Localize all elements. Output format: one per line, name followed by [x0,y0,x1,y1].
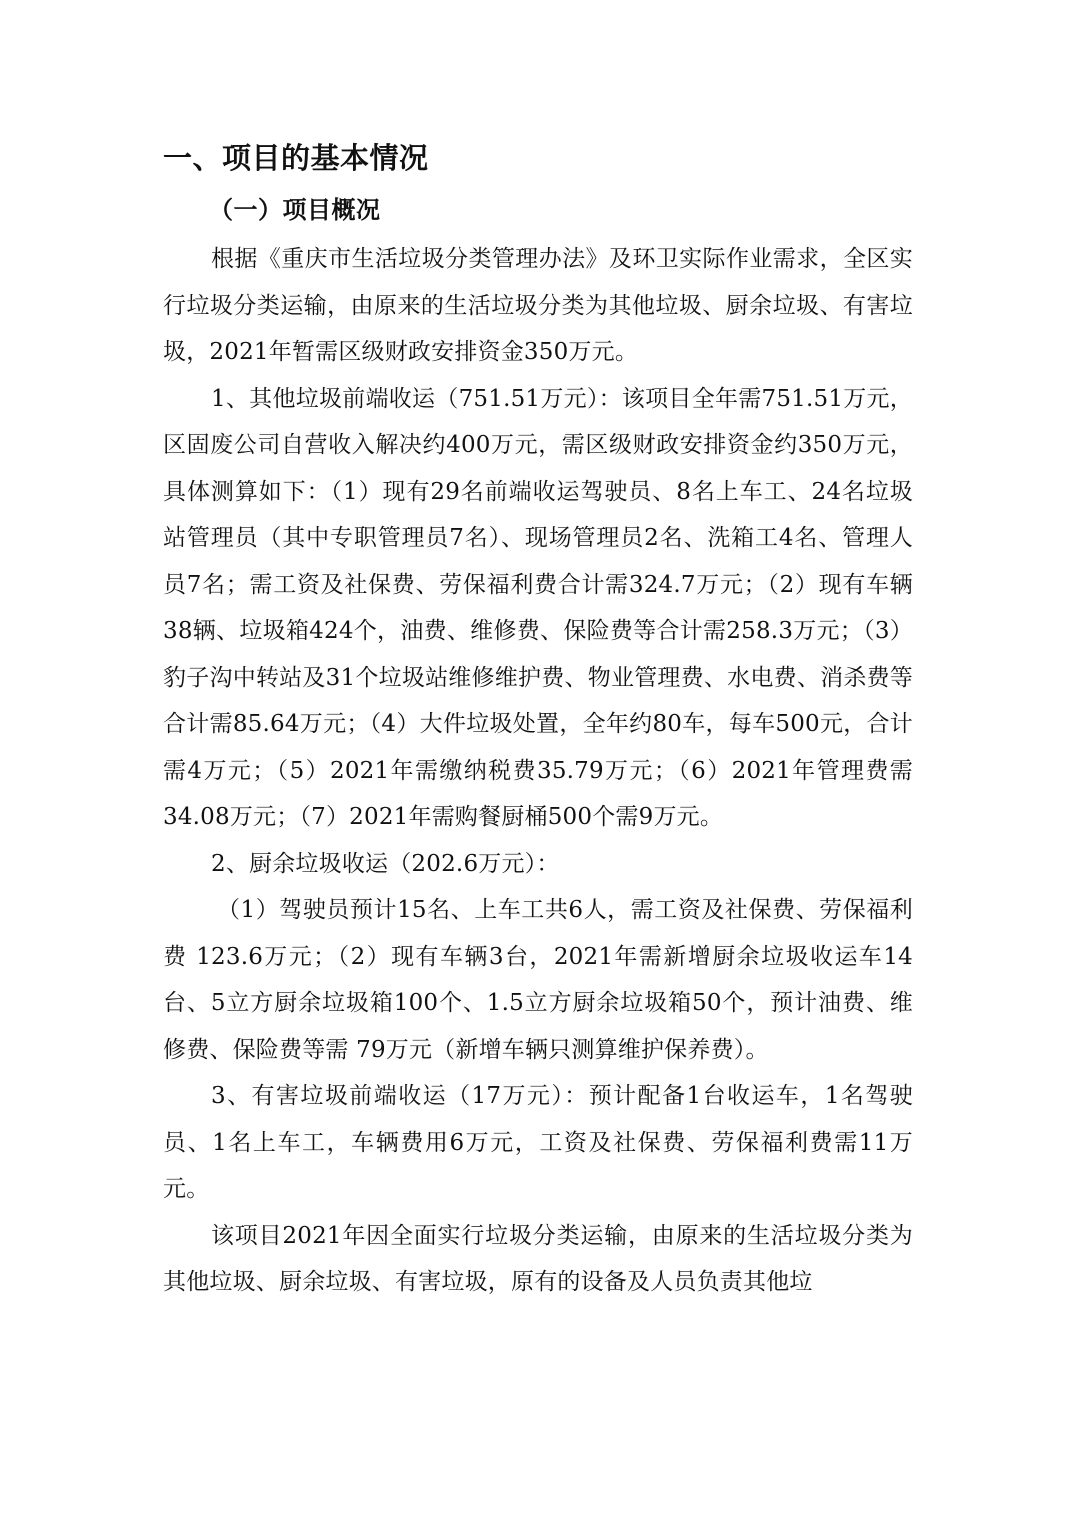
intro-paragraph: 根据《重庆市生活垃圾分类管理办法》及环卫实际作业需求，全区实行垃圾分类运输，由原来的生活垃圾分类为其他垃圾、厨余垃圾、有害垃圾，2021年暂需区级财政安排资金350万元。 [163,246,913,365]
kitchen-waste-heading-paragraph: 2、厨余垃圾收运（202.6万元）： [211,850,560,877]
document-body [163,132,913,1306]
hazardous-waste-paragraph: 3、有害垃圾前端收运（17万元）：预计配备1台收运车，1名驾驶员、1名上车工，车辆费用6万元，工资及社保费、劳保福利费需11万元。 [163,1083,913,1202]
summary-paragraph: 该项目2021年因全面实行垃圾分类运输，由原来的生活垃圾分类为其他垃圾、厨余垃圾、有害垃圾，原有的设备及人员负责其他垃 [163,1222,913,1295]
subsection-heading: （一）项目概况 [209,195,381,224]
section-heading: 一、项目的基本情况 [163,141,429,175]
other-waste-paragraph: 1、其他垃圾前端收运（751.51万元）：该项目全年需751.51万元，区固废公司自营收入解决约400万元，需区级财政安排资金约350万元，具体测算如下：（1）现有29名前端收运驾驶员、8名上车工、24名垃圾站管理员（其中专职管理员7名）、现场管理员2名、洗箱工4名、管理人员7名；需工资及社保费、劳保福利费合计需324.7万元；（2）现有车辆 38辆、垃圾箱424个，油费、维修费、保险费等合计需258.3万元；（3）豹子沟中转站及31个垃圾站维修维护费、物业管理费、水电费、消杀费等合计需85.64万元；（4）大件垃圾处置，全年约80车，每车500元，合计需4万元；（5）2021年需缴纳税费35.79万元；（6）2021年管理费需34.08万元；（7）2021年需购餐厨桶500个需9万元。 [163,385,913,830]
kitchen-waste-detail-paragraph: （1）驾驶员预计15名、上车工共6人，需工资及社保费、劳保福利费 123.6万元；（2）现有车辆3台，2021年需新增厨余垃圾收运车14台、5立方厨余垃圾箱100个、1.5立方厨余垃圾箱50个，预计油费、维修费、保险费等需 79万元（新增车辆只测算维护保养费）。 [163,897,913,1063]
